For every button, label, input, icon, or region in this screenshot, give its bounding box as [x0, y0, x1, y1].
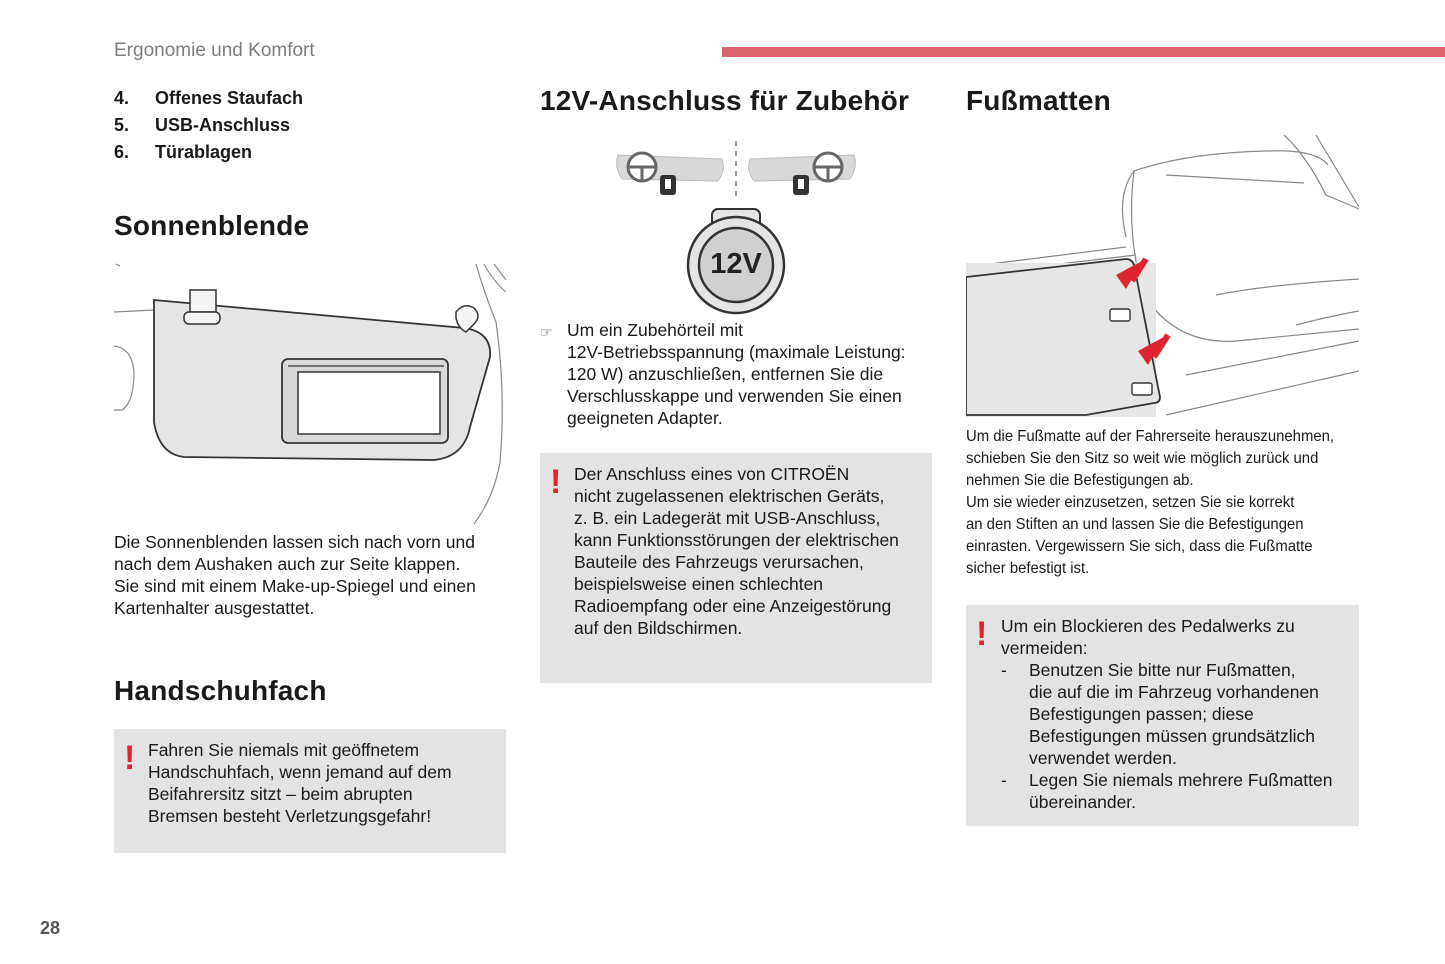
text-line: Handschuhfach, wenn jemand auf dem [148, 762, 452, 782]
bullet-item [1001, 659, 1355, 769]
pointing-hand-icon: ☞ [540, 324, 553, 340]
text-line: an den Stiften an und lassen Sie die Befestigungen [966, 516, 1304, 533]
text-line: sicher befestigt ist. [966, 560, 1090, 577]
list-number: 4. [114, 88, 130, 108]
text-line: Kartenhalter ausgestattet. [114, 598, 315, 618]
text-line: Befestigungen müssen grundsätzlich [1029, 726, 1316, 746]
list-label: USB-Anschluss [155, 115, 291, 135]
floor-mat-illustration [966, 135, 1359, 417]
text-line: 12V-Betriebsspannung (maximale Leistung: [567, 342, 906, 362]
list-number: 6. [114, 142, 130, 162]
sunvisor-illustration [114, 262, 506, 530]
fastener-icon [1132, 383, 1152, 395]
mirror-glass [298, 372, 440, 434]
text-line: vermeiden: [1001, 638, 1088, 658]
text-line: Legen Sie niemals mehrere Fußmatten [1029, 770, 1333, 790]
socket-note [540, 319, 932, 429]
text-line: Verschlusskappe und verwenden Sie einen [567, 386, 902, 406]
text-line: Fahren Sie niemals mit geöffnetem [148, 740, 420, 760]
text-line: einrasten. Vergewissern Sie sich, dass die Fußmatte [966, 538, 1313, 555]
warning-icon: ! [550, 463, 562, 501]
text-line: kann Funktionsstörungen der elektrischen [574, 530, 899, 550]
bullet-text [1029, 659, 1319, 769]
text-line: Der Anschluss eines von CITROËN [574, 464, 850, 484]
socket-warning [540, 453, 932, 683]
text-line: Radioempfang oder eine Anzeigestörung [574, 596, 892, 616]
bullet-text [1029, 769, 1332, 813]
text-line: die auf die im Fahrzeug vorhandenen [1029, 682, 1319, 702]
text-line: Benutzen Sie bitte nur Fußmatten, [1029, 660, 1296, 680]
text-line: übereinander. [1029, 792, 1137, 812]
list-item [114, 85, 506, 112]
text-line: Sie sind mit einem Make-up-Spiegel und einen [114, 576, 476, 596]
header-accent-bar [722, 47, 1445, 57]
list-item [114, 139, 506, 166]
text-line: schieben Sie den Sitz so weit wie möglich zurück und [966, 450, 1319, 467]
page-number: 28 [40, 918, 61, 938]
section-title: Ergonomie und Komfort [114, 40, 315, 61]
text-line: verwendet werden. [1029, 748, 1177, 768]
text-line: beispielsweise einen schlechten [574, 574, 824, 594]
text-line: Um sie wieder einzusetzen, setzen Sie sie korrekt [966, 494, 1295, 511]
note-text [567, 319, 906, 429]
warning-icon: ! [124, 739, 136, 777]
text-line: nehmen Sie die Befestigungen ab. [966, 472, 1194, 489]
column-left [114, 85, 506, 826]
list-label: Türablagen [155, 142, 253, 162]
text-line: geeigneten Adapter. [567, 408, 723, 428]
text-line: auf den Bildschirmen. [574, 618, 743, 638]
text-line: nicht zugelassenen elektrischen Geräts, [574, 486, 885, 506]
glovebox-warning [114, 729, 506, 853]
socket-illustration [600, 137, 870, 317]
socket-heading: 12V-Anschluss für Zubehör [540, 85, 910, 116]
text-line: Befestigungen passen; diese [1029, 704, 1254, 724]
bullet-item [1001, 769, 1355, 813]
fastener-icon [1110, 309, 1130, 321]
text-line: 120 W) anzuschließen, entfernen Sie die [567, 364, 884, 384]
sunvisor-heading: Sonnenblende [114, 210, 310, 241]
text-line: Beifahrersitz sitzt – beim abrupten [148, 784, 413, 804]
bullet-dash: - [1001, 770, 1007, 790]
mats-warning [966, 605, 1359, 826]
text-line: Bauteile des Fahrzeugs verursachen, [574, 552, 864, 572]
warning-icon: ! [976, 615, 988, 653]
warning-text [148, 739, 500, 827]
list-number: 5. [114, 115, 130, 135]
list-item [114, 112, 506, 139]
mats-heading: Fußmatten [966, 85, 1111, 116]
text-line: Um ein Zubehörteil mit [567, 320, 744, 340]
warning-text [574, 463, 926, 639]
text-line: Um die Fußmatte auf der Fahrerseite herauszunehmen, [966, 428, 1335, 445]
visor-clip [190, 290, 216, 312]
glovebox-heading: Handschuhfach [114, 675, 327, 706]
sunvisor-text [114, 531, 506, 619]
mats-text [966, 426, 1357, 580]
list-label: Offenes Staufach [155, 88, 304, 108]
text-line: nach dem Aushaken auch zur Seite klappen. [114, 554, 461, 574]
text-line: Bremsen besteht Verletzungsgefahr! [148, 806, 432, 826]
text-line: Um ein Blockieren des Pedalwerks zu [1001, 616, 1295, 636]
text-line: z. B. ein Ladegerät mit USB-Anschluss, [574, 508, 881, 528]
text-line: Die Sonnenblenden lassen sich nach vorn und [114, 532, 475, 552]
warning-text [1001, 615, 1355, 813]
numbered-list [114, 85, 506, 166]
floor-mat [966, 259, 1160, 415]
bullet-dash: - [1001, 660, 1007, 680]
socket-label: 12V [710, 248, 762, 280]
